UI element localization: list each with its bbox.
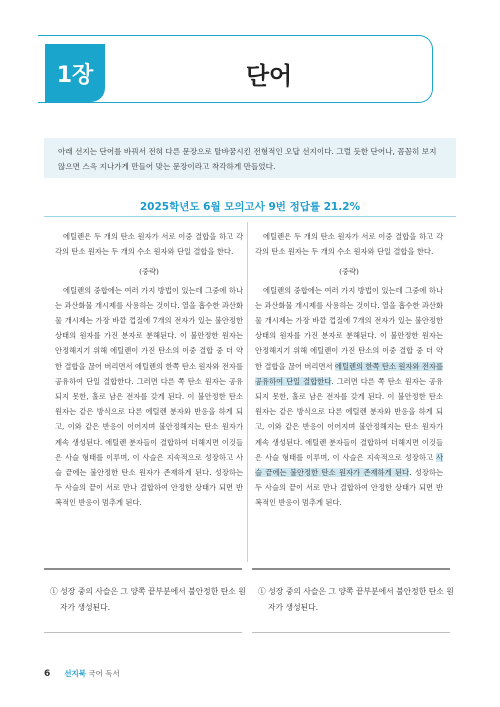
passage-paragraph-1: 에틸렌은 두 개의 탄소 원자가 서로 이중 결합을 하고 각각의 탄소 원자는 두 개의 수소 원자와 단일 결합을 한다. [55, 232, 243, 257]
chapter-number: 1장 [45, 44, 105, 102]
passage-text: . 성장하는 두 사슬의 끝이 서로 만나 결합하여 안정한 상태가 되면 반복적인 반응이 멈추게 된다. [55, 468, 244, 508]
passage-paragraph-1: 에틸렌은 두 개의 탄소 원자가 서로 이중 결합을 하고 각각의 탄소 원자는 두 개의 수소 원자와 단일 결합을 한다. [255, 232, 443, 257]
passage-text: 에틸렌의 중합에는 여러 가지 방법이 있는데 그중에 하나는 과산화물 개시제를 사용하는 것이다. 열을 흡수한 과산화물 개시제는 가장 바깥 껍질에 7개의 전자가 있는 불안정한 상태의 원자를 가진 분자로 분해된다. 이 불안정한 원자는 안정해지기 위해 에틸렌이 가진 탄소의 이중 결합 중 더 약한 결합을 끊어 버리면서 [255, 285, 443, 371]
chapter-title: 단어 [245, 61, 293, 90]
section-title: 2025학년도 6월 모의고사 9번 정답률 21.2% [139, 201, 361, 213]
page-number: 6 [44, 669, 51, 679]
highlighted-evidence: 에틸렌의 한쪽 탄소 원자와 전자를 공유하여 단일 결합한다 [255, 361, 443, 386]
intro-box: 아래 선지는 단어를 바꿔서 전혀 다른 문장으로 탈바꿈시킨 전형적인 오답 선지이다. 그럴 듯한 단어나, 꼼꼼히 보지 않으면 스윽 지나가게 만들어 맞는 문장이라고 착각하게 만들었다. [44, 138, 456, 178]
passage-text: 에틸렌의 한쪽 탄소 원자와 전자를 공유하여 단일 결합한다 [55, 361, 243, 386]
passage-paragraph-2 [255, 283, 443, 511]
section-divider [44, 216, 456, 217]
choice-bottom-rule [44, 632, 242, 633]
footer-subtitle: 국어 독서 [88, 669, 120, 678]
omitted-mark: (중략) [139, 267, 159, 277]
passage-original [55, 229, 243, 511]
passage-text: . 그러면 다른 쪽 탄소 원자는 공유되지 못한, 홀로 남은 전자를 갖게 된다. 이 불안정한 탄소 원자는 같은 방식으로 다른 에틸렌 분자와 반응을 하게 되고, 이와 같은 반응이 이어지며 불안정해지는 탄소 원자가 계속 생성된다. 에틸렌 분자들이 결합하여 더해지면 이것들은 사슬 형태를 이루며, 이 사슬은 지속적으로 성장하고 [255, 376, 443, 462]
answer-choice: ① 성장 중의 사슬은 그 양쪽 끝부분에서 불안정한 탄소 원자가 생성된다. [258, 587, 454, 612]
answer-choice: ① 성장 중의 사슬은 그 양쪽 끝부분에서 불안정한 탄소 원자가 생성된다. [50, 587, 246, 612]
passage-paragraph-2 [55, 283, 243, 511]
choice-bottom-rule [252, 632, 450, 633]
column-divider [247, 222, 248, 562]
omitted-mark: (중략) [339, 267, 359, 277]
passage-text: 에틸렌의 중합에는 여러 가지 방법이 있는데 그중에 하나는 과산화물 개시제를 사용하는 것이다. 열을 흡수한 과산화물 개시제는 가장 바깥 껍질에 7개의 전자가 있는 불안정한 상태의 원자를 가진 분자로 분해된다. 이 불안정한 원자는 안정해지기 위해 에틸렌이 가진 탄소의 이중 결합 중 더 약한 결합을 끊어 버리면서 [55, 285, 243, 371]
passage-text: . 그러면 다른 쪽 탄소 원자는 공유되지 못한, 홀로 남은 전자를 갖게 된다. 이 불안정한 탄소 원자는 같은 방식으로 다른 에틸렌 분자와 반응을 하게 되고, 이와 같은 반응이 이어지며 불안정해지는 탄소 원자가 계속 생성된다. 에틸렌 분자들이 결합하여 더해지면 이것들은 사슬 형태를 이루며, 이 사슬은 지속적으로 성장하고 [55, 376, 243, 462]
footer-title [64, 668, 120, 679]
footer-brand: 선지북 [64, 669, 87, 678]
page-footer [44, 668, 120, 679]
highlighted-evidence: 사슬 끝에는 불안정한 탄소 원자가 존재하게 된다 [255, 452, 443, 478]
passage-text: . 성장하는 두 사슬의 끝이 서로 만나 결합하여 안정한 상태가 되면 반복적인 반응이 멈추게 된다. [255, 468, 444, 508]
choice-top-rule [252, 568, 450, 570]
passage-highlighted [255, 229, 443, 511]
choice-top-rule [44, 568, 242, 570]
passage-text: 사슬 끝에는 불안정한 탄소 원자가 존재하게 된다 [55, 452, 243, 478]
